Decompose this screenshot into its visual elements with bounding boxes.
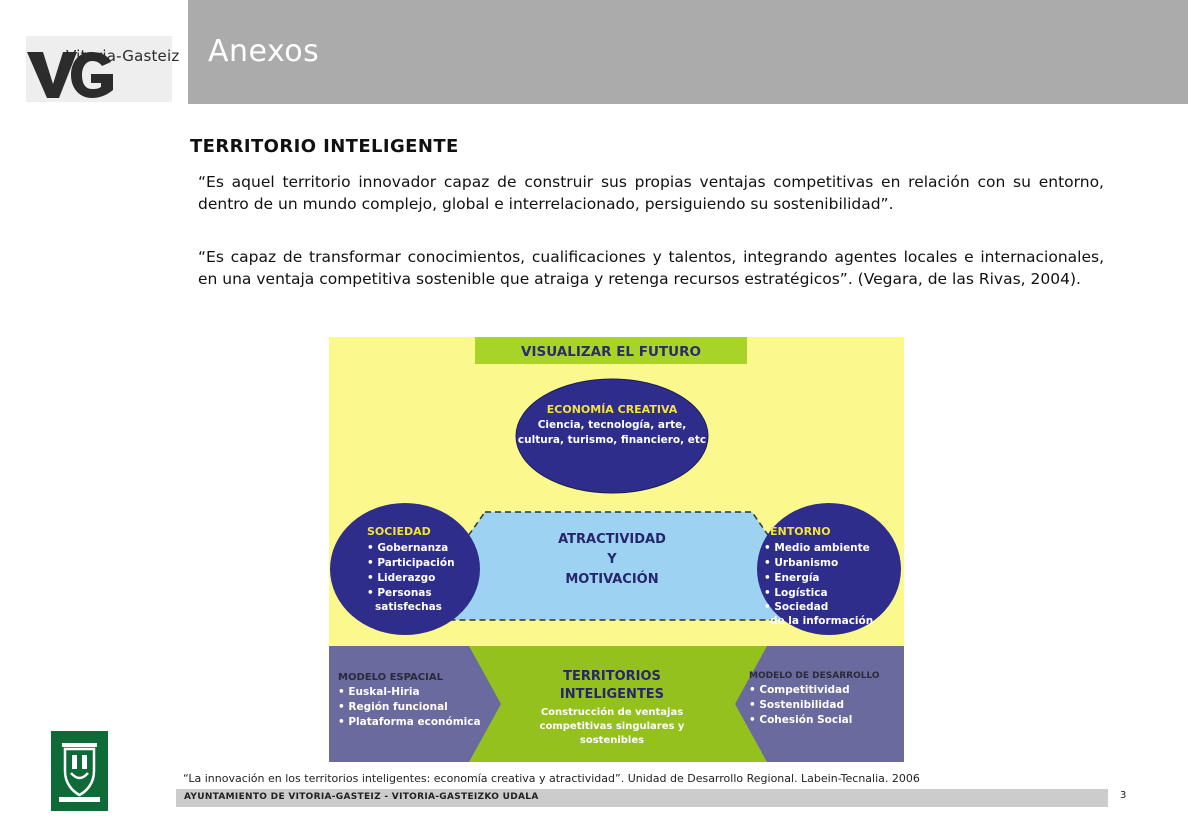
territorios-sub3: sostenibles (579, 735, 645, 746)
center-line1: ATRACTIVIDAD (558, 532, 666, 547)
modelo-espacial-item: • Euskal-Hiria (338, 686, 420, 698)
economia-line2: cultura, turismo, financiero, etc (517, 434, 707, 446)
sociedad-item: satisfechas (375, 601, 442, 613)
entorno-item: de la información (770, 615, 874, 627)
center-line3: MOTIVACIÓN (565, 572, 659, 587)
territorio-inteligente-diagram (329, 337, 904, 762)
entorno-item: • Logística (764, 587, 828, 599)
city-crest-emblem (51, 731, 108, 811)
sociedad-item: • Liderazgo (367, 572, 436, 584)
sociedad-item: • Participación (367, 557, 455, 569)
modelo-espacial-item: • Plataforma económica (338, 716, 481, 728)
sociedad-title: SOCIEDAD (367, 525, 431, 538)
modelo-desarrollo-item: • Cohesión Social (749, 714, 853, 726)
modelo-desarrollo-item: • Competitividad (749, 684, 850, 696)
page-title: Anexos (208, 34, 320, 69)
entorno-item: • Medio ambiente (764, 542, 870, 554)
section-title: TERRITORIO INTELIGENTE (190, 136, 459, 157)
modelo-espacial-title: MODELO ESPACIAL (338, 672, 443, 683)
center-line2: Y (607, 552, 617, 567)
footer-org-text: AYUNTAMIENTO DE VITORIA-GASTEIZ - VITORIA-GASTEIZKO UDALA (184, 792, 539, 802)
header-bar (188, 0, 1188, 104)
entorno-item: • Urbanismo (764, 557, 839, 569)
territorios-line2: INTELIGENTES (559, 687, 665, 702)
logo-text: Vitoria-Gasteiz (66, 47, 180, 65)
quote-capability: “Es capaz de transformar conocimientos, cualificaciones y talentos, integrando agentes locales e internacionales, en una ventaja competitiva sostenible que atraiga y retenga recursos estratégicos”. (Vegara, de las Rivas, 2004). (198, 248, 1104, 288)
sociedad-item: • Personas (367, 587, 432, 599)
banner-text: VISUALIZAR EL FUTURO (521, 344, 701, 360)
circle-sociedad (330, 503, 480, 635)
economia-line1: Ciencia, tecnología, arte, (537, 419, 687, 431)
territorios-line1: TERRITORIOS (563, 669, 661, 684)
logo-area (0, 0, 188, 104)
modelo-espacial-item: • Región funcional (338, 701, 448, 713)
modelo-desarrollo-item: • Sostenibilidad (749, 699, 845, 711)
territorios-sub2: competitivas singulares y (539, 721, 685, 732)
quote-definition: “Es aquel territorio innovador capaz de construir sus propias ventajas competitivas en relación con su entorno, dentro de un mundo complejo, global e interrelacionado, persiguiendo su sostenibilidad”. (198, 173, 1104, 213)
economia-title: ECONOMÍA CREATIVA (546, 403, 678, 416)
page-number: 3 (1120, 790, 1127, 801)
entorno-item: • Energía (764, 572, 820, 584)
modelo-desarrollo-title: MODELO DE DESARROLLO (749, 671, 880, 681)
source-note: “La innovación en los territorios inteligentes: economía creativa y atractividad”. Unidad de Desarrollo Regional. Labein-Tecnalia. 2006 (183, 772, 920, 785)
territorios-sub1: Construcción de ventajas (540, 707, 684, 718)
sociedad-item: • Gobernanza (367, 542, 449, 554)
entorno-title: ENTORNO (770, 525, 831, 538)
entorno-item: • Sociedad (764, 601, 829, 613)
